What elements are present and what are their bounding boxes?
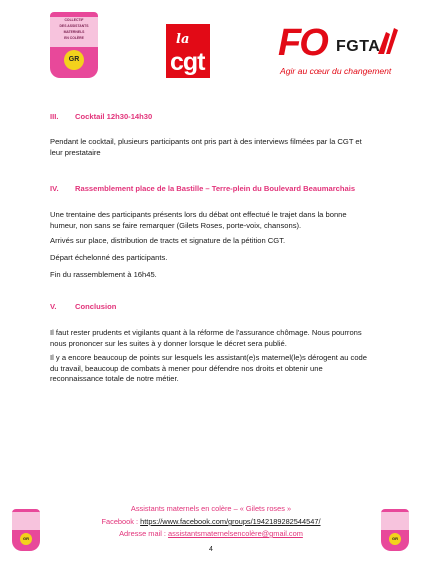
section-4-paragraph-1: Une trentaine des participants présents lors du débat ont effectué le trajet dans la bonne humeur, non sans se faire remarquer (Gilets Roses, porte-voix, chansons). — [50, 210, 347, 230]
footer-badge-left-circle: GR — [20, 533, 32, 545]
section-3-paragraph-1: Pendant le cocktail, plusieurs participants ont pris part à des interviews filmées par la CGT et leur prestataire — [50, 137, 362, 157]
collectif-logo-left — [50, 12, 98, 78]
section-5-number: V. — [50, 302, 57, 311]
fo-fgta-logo — [278, 22, 408, 84]
cgt-la-text: la — [176, 32, 190, 47]
fgta-figure-icon — [372, 24, 402, 60]
fo-mark: FO — [278, 22, 327, 64]
badge-circle: GR — [64, 50, 84, 70]
section-5-paragraph-1: Il faut rester prudents et vigilants quant à la réforme de l'assurance chômage. Nous pourrons nous prononcer sur les suites à y donner lorsque le décret sera publié. — [50, 328, 362, 348]
facebook-label: Facebook : — [101, 517, 141, 526]
badge-text-3: MATERNELS — [63, 30, 85, 34]
section-4-heading — [50, 184, 390, 194]
mail-link[interactable]: assistantsmaternelsencolère@gmail.com — [168, 529, 303, 538]
section-4-number: IV. — [50, 184, 59, 193]
section-5-heading — [50, 302, 390, 312]
cgt-logo — [166, 24, 210, 78]
badge-text-2: DES ASSISTANTS — [59, 24, 89, 28]
footer-facebook — [0, 517, 422, 526]
section-4-paragraph-2: Arrivés sur place, distribution de tracts et signature de la pétition CGT. — [50, 236, 286, 245]
footer-badge-right-circle: GR — [389, 533, 401, 545]
section-4-title: Rassemblement place de la Bastille – Terre-plein du Boulevard Beaumarchais — [75, 184, 356, 193]
facebook-link[interactable]: https://www.facebook.com/groups/1942189282544547/ — [140, 517, 321, 526]
section-3-number: III. — [50, 112, 59, 121]
section-5-paragraph-2: Il y a encore beaucoup de points sur lesquels les assistant(e)s maternel(le)s dérogent au code du travail, beaucoup de combats à mener pour défendre nos droits et obtenir une reconnaissance totale de notre métier. — [50, 353, 368, 384]
section-4-paragraph-4: Fin du rassemblement à 16h45. — [50, 270, 157, 279]
section-3-title: Cocktail 12h30-14h30 — [75, 112, 153, 121]
footer-mail — [0, 529, 422, 538]
badge-text-1: COLLECTIF — [64, 18, 84, 22]
section-5-title: Conclusion — [75, 302, 117, 311]
mail-label: Adresse mail : — [119, 529, 169, 538]
footer-title: Assistants maternels en colère – « Gilets roses » — [130, 504, 292, 513]
section-3-heading — [50, 112, 390, 122]
page-number: 4 — [209, 546, 213, 553]
section-4-paragraph-3: Départ échelonné des participants. — [50, 253, 168, 262]
badge-text-4: EN COLÈRE — [64, 36, 84, 40]
fgta-mark: FGTA — [336, 38, 381, 55]
cgt-name-text: cgt — [170, 48, 205, 76]
fgta-tagline: Agir au cœur du changement — [280, 66, 392, 76]
